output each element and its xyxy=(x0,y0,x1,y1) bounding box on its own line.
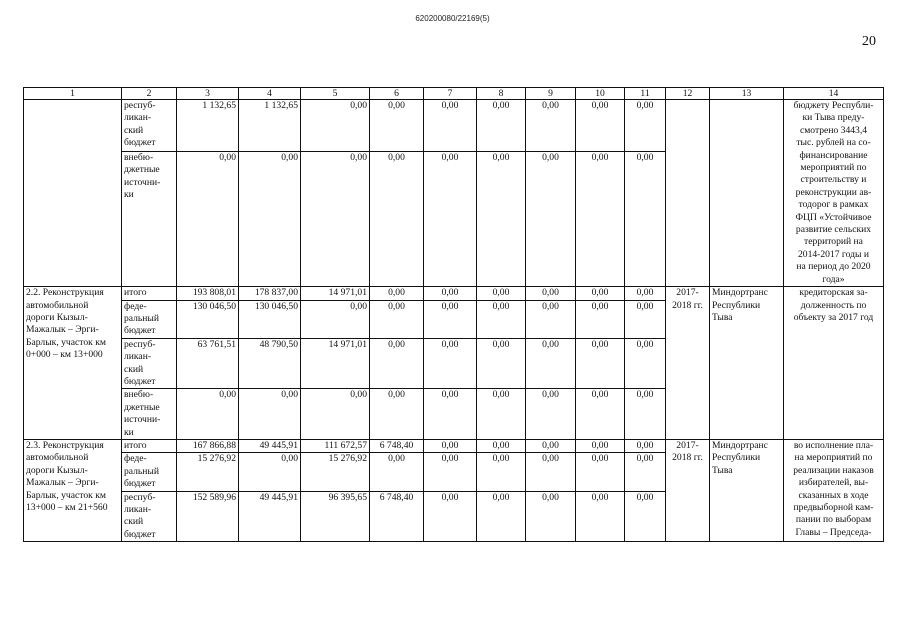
column-number-header: 6 xyxy=(370,88,424,100)
value-cell: 0,00 xyxy=(576,300,625,338)
value-cell: 0,00 xyxy=(424,287,477,300)
value-cell: 0,00 xyxy=(301,152,370,287)
value-cell: 152 589,96 xyxy=(177,491,239,542)
value-cell: 0,00 xyxy=(625,439,666,452)
value-cell: 0,00 xyxy=(625,453,666,491)
value-cell: 0,00 xyxy=(477,389,526,440)
table-row xyxy=(24,439,884,452)
value-cell: 0,00 xyxy=(625,100,666,152)
column-number-header: 9 xyxy=(526,88,576,100)
value-cell: 0,00 xyxy=(177,389,239,440)
value-cell: 111 672,57 xyxy=(301,439,370,452)
source-label-cell: итого xyxy=(122,439,177,452)
value-cell: 0,00 xyxy=(526,338,576,389)
value-cell: 0,00 xyxy=(477,439,526,452)
value-cell: 0,00 xyxy=(576,491,625,542)
source-label-cell: респуб- ликан- ский бюджет xyxy=(122,338,177,389)
value-cell: 0,00 xyxy=(477,453,526,491)
value-cell: 0,00 xyxy=(576,100,625,152)
note-cell: бюджету Республи- ки Тыва преду- смотрено 3443,4 тыс. рублей на со- финансирование мероприятий по строительству и реконструкции ав- тодорог в рамках ФЦП «Устойчивое развитие сельских территорий на 2014-2017 годы и на период до 2020 года» xyxy=(784,100,884,287)
column-number-header: 1 xyxy=(24,88,122,100)
value-cell: 0,00 xyxy=(301,389,370,440)
value-cell: 0,00 xyxy=(424,439,477,452)
value-cell: 0,00 xyxy=(177,152,239,287)
executor-cell: Миндортранс Республики Тыва xyxy=(710,287,784,440)
source-label-cell: респуб- ликан- ский бюджет xyxy=(122,100,177,152)
value-cell: 48 790,50 xyxy=(239,338,301,389)
executor-cell: Миндортранс Республики Тыва xyxy=(710,439,784,541)
value-cell: 0,00 xyxy=(526,439,576,452)
value-cell: 0,00 xyxy=(477,287,526,300)
value-cell: 167 866,88 xyxy=(177,439,239,452)
value-cell: 14 971,01 xyxy=(301,287,370,300)
column-number-header: 14 xyxy=(784,88,884,100)
value-cell: 0,00 xyxy=(526,389,576,440)
executor-cell xyxy=(710,100,784,287)
value-cell: 63 761,51 xyxy=(177,338,239,389)
table-row xyxy=(24,287,884,300)
source-label-cell: внебю- джетные источни- ки xyxy=(122,152,177,287)
value-cell: 0,00 xyxy=(424,338,477,389)
value-cell: 0,00 xyxy=(477,300,526,338)
value-cell: 15 276,92 xyxy=(301,453,370,491)
note-cell: кредиторская за- долженность по объекту за 2017 год xyxy=(784,287,884,440)
value-cell: 0,00 xyxy=(370,152,424,287)
value-cell: 0,00 xyxy=(424,453,477,491)
value-cell: 0,00 xyxy=(370,453,424,491)
column-number-header: 3 xyxy=(177,88,239,100)
value-cell: 49 445,91 xyxy=(239,439,301,452)
value-cell: 1 132,65 xyxy=(177,100,239,152)
source-label-cell: внебю- джетные источни- ки xyxy=(122,389,177,440)
value-cell: 0,00 xyxy=(576,338,625,389)
period-cell xyxy=(666,100,710,287)
value-cell: 0,00 xyxy=(477,338,526,389)
page-number: 20 xyxy=(862,34,876,49)
value-cell: 0,00 xyxy=(477,152,526,287)
value-cell: 0,00 xyxy=(370,338,424,389)
column-number-header: 10 xyxy=(576,88,625,100)
source-label-cell: феде- ральный бюджет xyxy=(122,300,177,338)
value-cell: 0,00 xyxy=(576,389,625,440)
value-cell: 0,00 xyxy=(370,389,424,440)
note-cell: во исполнение пла- на мероприятий по реализации наказов избирателей, вы- сказанных в ходе предвыборной кам- пании по выборам Главы – Председа- xyxy=(784,439,884,541)
column-number-header: 8 xyxy=(477,88,526,100)
value-cell: 130 046,50 xyxy=(177,300,239,338)
value-cell: 0,00 xyxy=(477,100,526,152)
value-cell: 0,00 xyxy=(526,152,576,287)
value-cell: 0,00 xyxy=(526,300,576,338)
value-cell: 0,00 xyxy=(424,491,477,542)
value-cell: 1 132,65 xyxy=(239,100,301,152)
value-cell: 193 808,01 xyxy=(177,287,239,300)
column-number-header: 7 xyxy=(424,88,477,100)
value-cell: 0,00 xyxy=(301,300,370,338)
document-id: 620200080/22169(5) xyxy=(415,14,490,23)
period-cell: 2017- 2018 гг. xyxy=(666,439,710,541)
column-number-header: 13 xyxy=(710,88,784,100)
column-number-header: 5 xyxy=(301,88,370,100)
source-label-cell: феде- ральный бюджет xyxy=(122,453,177,491)
value-cell: 178 837,00 xyxy=(239,287,301,300)
value-cell: 0,00 xyxy=(526,100,576,152)
financing-table xyxy=(23,87,884,542)
value-cell: 0,00 xyxy=(625,338,666,389)
value-cell: 0,00 xyxy=(301,100,370,152)
column-number-header: 2 xyxy=(122,88,177,100)
value-cell: 0,00 xyxy=(370,300,424,338)
value-cell: 0,00 xyxy=(576,453,625,491)
value-cell: 6 748,40 xyxy=(370,439,424,452)
value-cell: 0,00 xyxy=(625,152,666,287)
value-cell: 0,00 xyxy=(625,300,666,338)
value-cell: 0,00 xyxy=(370,100,424,152)
column-number-header: 4 xyxy=(239,88,301,100)
value-cell: 0,00 xyxy=(576,152,625,287)
value-cell: 0,00 xyxy=(625,491,666,542)
value-cell: 0,00 xyxy=(576,287,625,300)
value-cell: 0,00 xyxy=(526,453,576,491)
value-cell: 0,00 xyxy=(424,152,477,287)
value-cell: 0,00 xyxy=(424,100,477,152)
source-label-cell: респуб- ликан- ский бюджет xyxy=(122,491,177,542)
object-name-cell: 2.2. Реконструкция автомобильной дороги Кызыл- Мажалык – Эрги- Барлык, участок км 0+000 – км 13+000 xyxy=(24,287,122,440)
value-cell: 0,00 xyxy=(424,389,477,440)
object-name-cell xyxy=(24,100,122,287)
value-cell: 0,00 xyxy=(239,152,301,287)
value-cell: 0,00 xyxy=(239,453,301,491)
column-number-header: 12 xyxy=(666,88,710,100)
value-cell: 0,00 xyxy=(576,439,625,452)
value-cell: 0,00 xyxy=(526,491,576,542)
column-number-header: 11 xyxy=(625,88,666,100)
period-cell: 2017- 2018 гг. xyxy=(666,287,710,440)
value-cell: 0,00 xyxy=(477,491,526,542)
value-cell: 96 395,65 xyxy=(301,491,370,542)
value-cell: 0,00 xyxy=(424,300,477,338)
table-row xyxy=(24,100,884,152)
source-label-cell: итого xyxy=(122,287,177,300)
object-name-cell: 2.3. Реконструкция автомобильной дороги Кызыл- Мажалык – Эрги- Барлык, участок км 13+000 – км 21+560 xyxy=(24,439,122,541)
value-cell: 130 046,50 xyxy=(239,300,301,338)
value-cell: 14 971,01 xyxy=(301,338,370,389)
value-cell: 15 276,92 xyxy=(177,453,239,491)
value-cell: 0,00 xyxy=(625,287,666,300)
value-cell: 6 748,40 xyxy=(370,491,424,542)
value-cell: 0,00 xyxy=(625,389,666,440)
value-cell: 49 445,91 xyxy=(239,491,301,542)
header-row xyxy=(24,88,884,100)
value-cell: 0,00 xyxy=(370,287,424,300)
value-cell: 0,00 xyxy=(526,287,576,300)
value-cell: 0,00 xyxy=(239,389,301,440)
